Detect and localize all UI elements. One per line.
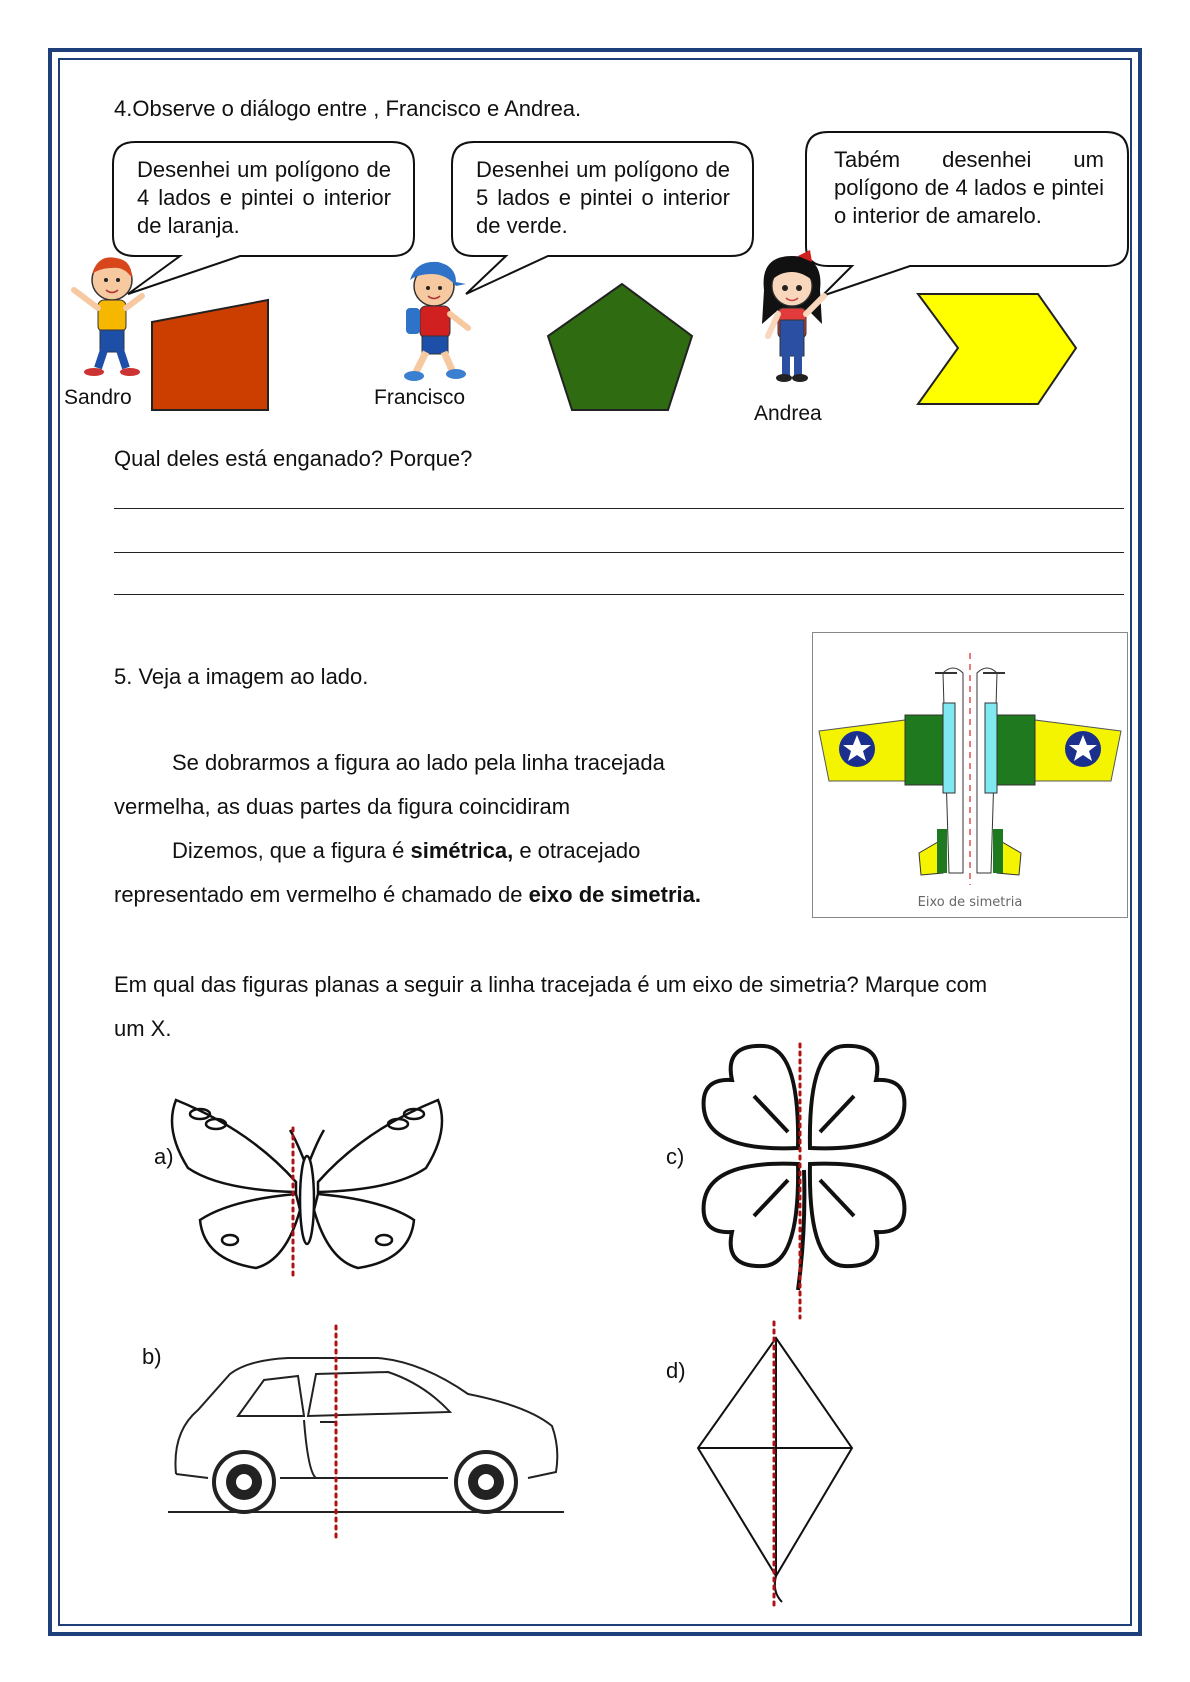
name-sandro: Sandro: [64, 386, 132, 409]
airplane-figure: [812, 632, 1128, 918]
q5-paragraph-line-3: Dizemos, que a figura é simétrica, e otracejado: [172, 838, 641, 863]
option-c-clover[interactable]: [690, 1040, 930, 1320]
q4-title: 4.Observe o diálogo entre , Francisco e Andrea.: [114, 96, 582, 121]
answer-line-3[interactable]: [114, 594, 1124, 595]
option-a-butterfly[interactable]: [160, 1090, 460, 1290]
airplane-caption: Eixo de simetria: [917, 895, 1023, 910]
option-d-label: d): [666, 1358, 686, 1383]
q5-paragraph-line-4: representado em vermelho é chamado de eixo de simetria.: [114, 882, 701, 907]
bubble-andrea: Tabém desenhei um polígono de 4 lados e pintei o interior de amarelo.: [834, 147, 1104, 228]
answer-line-1[interactable]: [114, 508, 1124, 509]
yellow-chevron: [0, 0, 1190, 420]
bubble-sandro: Desenhei um polígono de 4 lados e pintei o interior de laranja.: [137, 157, 391, 238]
q5-paragraph-line-2: vermelha, as duas partes da figura coincidiram: [114, 794, 571, 819]
name-andrea: Andrea: [754, 402, 822, 425]
q4-question: Qual deles está enganado? Porque?: [114, 446, 473, 471]
option-a-label: a): [154, 1144, 174, 1169]
bubble-francisco: Desenhei um polígono de 5 lados e pintei o interior de verde.: [476, 157, 730, 238]
q5-question-line-2: um X.: [114, 1016, 172, 1041]
option-b-car[interactable]: [168, 1322, 568, 1552]
answer-line-2[interactable]: [114, 552, 1124, 553]
option-d-kite[interactable]: [690, 1310, 870, 1620]
option-c-label: c): [666, 1144, 685, 1169]
airplane-icon: [813, 633, 1127, 917]
q5-title: 5. Veja a imagem ao lado.: [114, 664, 369, 689]
q5-question-line-1: Em qual das figuras planas a seguir a linha tracejada é um eixo de simetria? Marque com: [114, 972, 988, 997]
name-francisco: Francisco: [374, 386, 466, 409]
option-b-label: b): [142, 1344, 162, 1369]
q5-paragraph-line-1: Se dobrarmos a figura ao lado pela linha tracejada: [172, 750, 665, 775]
